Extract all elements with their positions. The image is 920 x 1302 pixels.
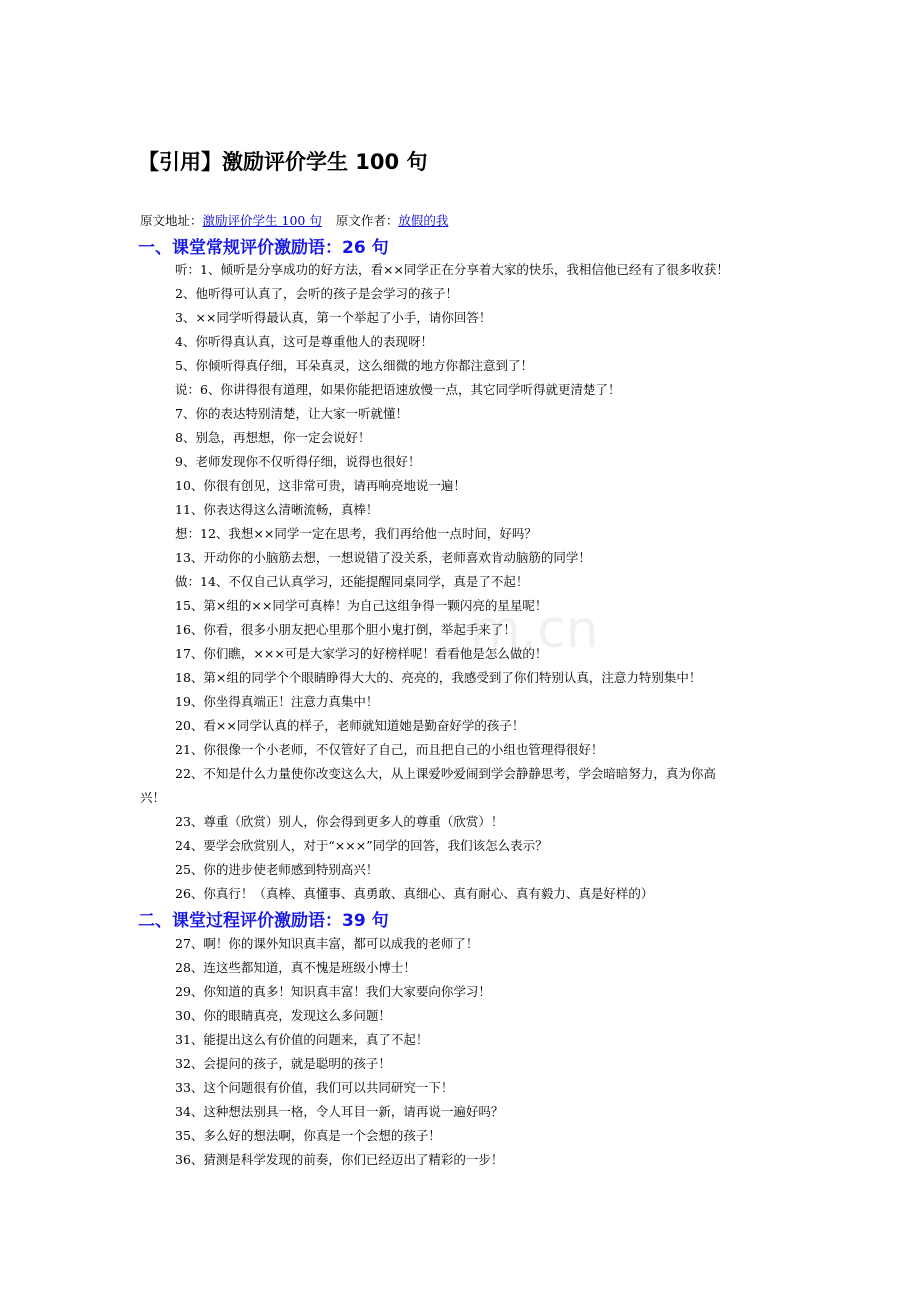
source-author-label: 原文作者： bbox=[335, 213, 399, 228]
list-item: 7、你的表达特别清楚，让大家一听就懂！ bbox=[175, 406, 408, 421]
list-item: 19、你坐得真端正！注意力真集中！ bbox=[175, 694, 379, 709]
section-heading-2: 二、课堂过程评价激励语：39 句 bbox=[138, 911, 389, 931]
list-item: 3、××同学听得最认真，第一个举起了小手，请你回答！ bbox=[175, 310, 492, 325]
list-item: 15、第×组的××同学可真棒！为自己这组争得一颗闪亮的星星呢！ bbox=[175, 598, 548, 613]
list-item: 8、别急，再想想，你一定会说好！ bbox=[175, 430, 371, 445]
list-item: 5、你倾听得真仔细，耳朵真灵，这么细微的地方你都注意到了！ bbox=[175, 358, 533, 373]
list-item: 20、看××同学认真的样子，老师就知道她是勤奋好学的孩子！ bbox=[175, 718, 525, 733]
list-item: 25、你的进步使老师感到特别高兴！ bbox=[175, 862, 379, 877]
list-item: 听：1、倾听是分享成功的好方法，看××同学正在分享着大家的快乐，我相信他已经有了很多收获！ bbox=[175, 262, 729, 277]
section-heading-1: 一、课堂常规评价激励语：26 句 bbox=[138, 238, 389, 258]
list-item: 36、猜测是科学发现的前奏，你们已经迈出了精彩的一步！ bbox=[175, 1152, 504, 1167]
list-item: 21、你很像一个小老师，不仅管好了自己，而且把自己的小组也管理得很好！ bbox=[175, 742, 604, 757]
list-item: 16、你看，很多小朋友把心里那个胆小鬼打倒，举起手来了！ bbox=[175, 622, 516, 637]
source-line bbox=[140, 211, 448, 229]
list-item: 说：6、你讲得很有道理，如果你能把语速放慢一点，其它同学听得就更清楚了！ bbox=[175, 382, 621, 397]
list-item: 30、你的眼睛真亮，发现这么多问题！ bbox=[175, 1008, 391, 1023]
page-title: 【引用】激励评价学生 100 句 bbox=[138, 150, 428, 174]
list-item: 22、不知是什么力量使你改变这么大，从上课爱吵爱闹到学会静静思考，学会暗暗努力，真为你高 bbox=[175, 766, 716, 781]
source-author-link[interactable]: 放假的我 bbox=[398, 213, 449, 228]
list-item: 24、要学会欣赏别人，对于“×××”同学的回答，我们该怎么表示？ bbox=[175, 838, 548, 853]
list-item: 31、能提出这么有价值的问题来，真了不起！ bbox=[175, 1032, 429, 1047]
list-item: 9、老师发现你不仅听得仔细，说得也很好！ bbox=[175, 454, 421, 469]
list-item: 26、你真行！（真棒、真懂事、真勇敢、真细心、真有耐心、真有毅力、真是好样的） bbox=[175, 886, 654, 901]
list-item: 11、你表达得这么清晰流畅，真棒！ bbox=[175, 502, 379, 517]
source-address-label: 原文地址： bbox=[140, 213, 203, 228]
list-item: 28、连这些都知道，真不愧是班级小博士！ bbox=[175, 960, 416, 975]
list-item: 34、这种想法别具一格，令人耳目一新，请再说一遍好吗？ bbox=[175, 1104, 504, 1119]
list-item: 35、多么好的想法啊，你真是一个会想的孩子！ bbox=[175, 1128, 441, 1143]
watermark: m.cn bbox=[470, 600, 599, 660]
list-item: 想：12、我想××同学一定在思考，我们再给他一点时间，好吗？ bbox=[175, 526, 537, 541]
list-item: 33、这个问题很有价值，我们可以共同研究一下！ bbox=[175, 1080, 454, 1095]
list-item: 做：14、不仅自己认真学习，还能提醒同桌同学，真是了不起！ bbox=[175, 574, 529, 589]
list-item: 29、你知道的真多！知识真丰富！我们大家要向你学习！ bbox=[175, 984, 491, 999]
list-item: 13、开动你的小脑筋去想，一想说错了没关系，老师喜欢肯动脑筋的同学！ bbox=[175, 550, 591, 565]
list-item: 2、他听得可认真了，会听的孩子是会学习的孩子！ bbox=[175, 286, 458, 301]
list-item: 32、会提问的孩子，就是聪明的孩子！ bbox=[175, 1056, 391, 1071]
list-item: 27、啊！你的课外知识真丰富，都可以成我的老师了！ bbox=[175, 936, 479, 951]
list-item: 18、第×组的同学个个眼睛睁得大大的、亮亮的，我感受到了你们特别认真，注意力特别集中！ bbox=[175, 670, 702, 685]
list-item: 17、你们瞧，×××可是大家学习的好榜样呢！看看他是怎么做的！ bbox=[175, 646, 548, 661]
list-item: 23、尊重（欣赏）别人，你会得到更多人的尊重（欣赏）！ bbox=[175, 814, 504, 829]
source-address-link[interactable]: 激励评价学生 100 句 bbox=[202, 213, 322, 228]
list-item-continuation: 兴！ bbox=[140, 790, 166, 805]
list-item: 4、你听得真认真，这可是尊重他人的表现呀！ bbox=[175, 334, 433, 349]
list-item: 10、你很有创见，这非常可贵，请再响亮地说一遍！ bbox=[175, 478, 466, 493]
